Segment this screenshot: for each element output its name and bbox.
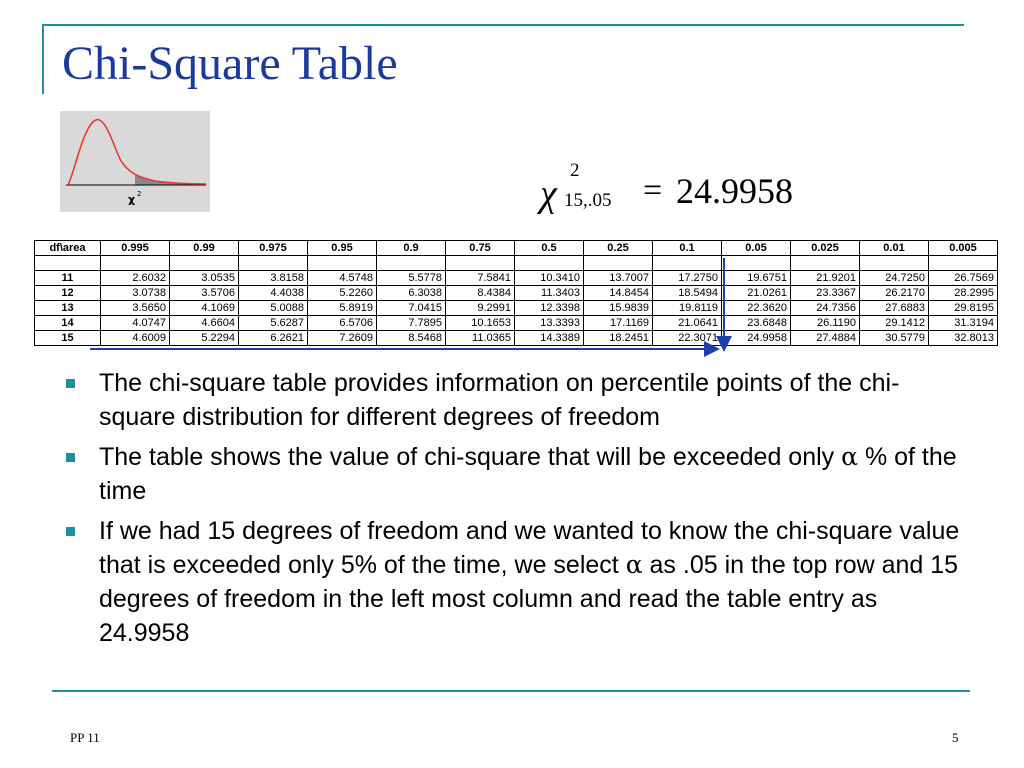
- header-area-cell: 0.025: [791, 241, 860, 256]
- value-cell: 19.8119: [653, 301, 722, 316]
- bullet-square-icon: [66, 527, 75, 536]
- spacer-cell: [722, 256, 791, 271]
- value-cell: 32.8013: [929, 331, 998, 346]
- value-cell: 21.0261: [722, 286, 791, 301]
- left-rule: [42, 24, 44, 94]
- table-row: [35, 316, 998, 331]
- value-cell: 13.3393: [515, 316, 584, 331]
- value-cell: 5.2260: [308, 286, 377, 301]
- bullet-text: If we had 15 degrees of freedom and we wanted to know the chi-square value that is exceeded only 5% of the time, we select: [99, 517, 960, 579]
- table-row: [35, 271, 998, 286]
- chi-square-table: [34, 240, 998, 346]
- formula-chi-symbol: χ: [540, 173, 557, 215]
- slide-title: Chi-Square Table: [62, 37, 398, 90]
- table-header-row: [35, 241, 998, 256]
- value-cell: 5.5778: [377, 271, 446, 286]
- value-cell: 4.0747: [101, 316, 170, 331]
- spacer-cell: [377, 256, 446, 271]
- value-cell: 4.6009: [101, 331, 170, 346]
- thumbnail-chi-sup: 2: [137, 190, 142, 198]
- value-cell: 24.7250: [860, 271, 929, 286]
- value-cell: 29.8195: [929, 301, 998, 316]
- value-cell: 24.9958: [722, 331, 791, 346]
- value-cell: 7.0415: [377, 301, 446, 316]
- spacer-cell: [170, 256, 239, 271]
- spacer-cell: [239, 256, 308, 271]
- table-row: [35, 331, 998, 346]
- value-cell: 11.0365: [446, 331, 515, 346]
- value-cell: 4.5748: [308, 271, 377, 286]
- value-cell: 7.7895: [377, 316, 446, 331]
- value-cell: 2.6032: [101, 271, 170, 286]
- table-row: [35, 286, 998, 301]
- spacer-cell: [653, 256, 722, 271]
- value-cell: 22.3071: [653, 331, 722, 346]
- value-cell: 28.2995: [929, 286, 998, 301]
- value-cell: 3.0535: [170, 271, 239, 286]
- value-cell: 18.5494: [653, 286, 722, 301]
- df-cell: 13: [35, 301, 101, 316]
- chi-square-distribution-image: [60, 111, 210, 212]
- value-cell: 4.1069: [170, 301, 239, 316]
- value-cell: 21.9201: [791, 271, 860, 286]
- bottom-rule: [52, 690, 970, 692]
- value-cell: 10.3410: [515, 271, 584, 286]
- value-cell: 8.5468: [377, 331, 446, 346]
- value-cell: 19.6751: [722, 271, 791, 286]
- df-cell: 15: [35, 331, 101, 346]
- table-row: [35, 301, 998, 316]
- header-area-cell: 0.25: [584, 241, 653, 256]
- value-cell: 4.6604: [170, 316, 239, 331]
- bullet-list: [64, 366, 964, 656]
- table-spacer-row: [35, 256, 998, 271]
- bullet-item: [64, 366, 964, 434]
- value-cell: 7.5841: [446, 271, 515, 286]
- df-cell: 11: [35, 271, 101, 286]
- value-cell: 6.3038: [377, 286, 446, 301]
- value-cell: 12.3398: [515, 301, 584, 316]
- spacer-cell: [584, 256, 653, 271]
- value-cell: 9.2991: [446, 301, 515, 316]
- bullet-text: The table shows the value of chi-square that will be exceeded only: [99, 443, 842, 471]
- alpha-symbol: α: [841, 442, 858, 471]
- spacer-cell: [860, 256, 929, 271]
- bullet-text: The chi-square table provides information on percentile points of the chi-square distribution for different degrees of freedom: [99, 369, 900, 431]
- value-cell: 29.1412: [860, 316, 929, 331]
- value-cell: 27.4884: [791, 331, 860, 346]
- formula-value: 24.9958: [676, 171, 793, 211]
- value-cell: 31.3194: [929, 316, 998, 331]
- spacer-cell: [35, 256, 101, 271]
- value-cell: 26.2170: [860, 286, 929, 301]
- value-cell: 26.7569: [929, 271, 998, 286]
- value-cell: 3.5706: [170, 286, 239, 301]
- value-cell: 15.9839: [584, 301, 653, 316]
- formula-superscript: 2: [570, 160, 580, 181]
- header-area-cell: 0.995: [101, 241, 170, 256]
- value-cell: 13.7007: [584, 271, 653, 286]
- header-area-cell: 0.75: [446, 241, 515, 256]
- value-cell: 18.2451: [584, 331, 653, 346]
- header-df-area: df\area: [35, 241, 101, 256]
- header-area-cell: 0.05: [722, 241, 791, 256]
- page-number: 5: [952, 730, 959, 745]
- value-cell: 6.5706: [308, 316, 377, 331]
- value-cell: 21.0641: [653, 316, 722, 331]
- value-cell: 17.2750: [653, 271, 722, 286]
- value-cell: 17.1169: [584, 316, 653, 331]
- top-rule: [42, 24, 964, 26]
- bullet-item: [64, 514, 964, 650]
- value-cell: 22.3620: [722, 301, 791, 316]
- value-cell: 11.3403: [515, 286, 584, 301]
- df-cell: 14: [35, 316, 101, 331]
- header-area-cell: 0.99: [170, 241, 239, 256]
- value-cell: 27.6883: [860, 301, 929, 316]
- value-cell: 3.8158: [239, 271, 308, 286]
- spacer-cell: [929, 256, 998, 271]
- value-cell: 23.3367: [791, 286, 860, 301]
- header-area-cell: 0.005: [929, 241, 998, 256]
- bullet-item: [64, 440, 964, 508]
- spacer-cell: [791, 256, 860, 271]
- bullet-text: % of the time: [99, 443, 957, 505]
- header-area-cell: 0.01: [860, 241, 929, 256]
- header-area-cell: 0.975: [239, 241, 308, 256]
- value-cell: 30.5779: [860, 331, 929, 346]
- value-cell: 5.2294: [170, 331, 239, 346]
- formula-equals: =: [643, 172, 663, 209]
- alpha-symbol: α: [625, 550, 643, 579]
- value-cell: 14.3389: [515, 331, 584, 346]
- footer-label: PP 11: [70, 730, 100, 745]
- value-cell: 7.2609: [308, 331, 377, 346]
- spacer-cell: [446, 256, 515, 271]
- value-cell: 3.0738: [101, 286, 170, 301]
- bullet-square-icon: [66, 379, 75, 388]
- thumbnail-chi-label: χ: [128, 193, 136, 206]
- value-cell: 23.6848: [722, 316, 791, 331]
- header-area-cell: 0.9: [377, 241, 446, 256]
- value-cell: 24.7356: [791, 301, 860, 316]
- value-cell: 3.5650: [101, 301, 170, 316]
- formula-subscript: 15,.05: [564, 190, 612, 211]
- spacer-cell: [101, 256, 170, 271]
- value-cell: 8.4384: [446, 286, 515, 301]
- value-cell: 10.1653: [446, 316, 515, 331]
- value-cell: 5.0088: [239, 301, 308, 316]
- value-cell: 4.4038: [239, 286, 308, 301]
- bullet-square-icon: [66, 453, 75, 462]
- df-cell: 12: [35, 286, 101, 301]
- value-cell: 5.6287: [239, 316, 308, 331]
- value-cell: 14.8454: [584, 286, 653, 301]
- header-area-cell: 0.95: [308, 241, 377, 256]
- header-area-cell: 0.5: [515, 241, 584, 256]
- spacer-cell: [515, 256, 584, 271]
- bullet-text: as .05 in the top row and 15 degrees of freedom in the left most column and read the table entry as 24.9958: [99, 551, 959, 647]
- value-cell: 26.1190: [791, 316, 860, 331]
- value-cell: 5.8919: [308, 301, 377, 316]
- header-area-cell: 0.1: [653, 241, 722, 256]
- spacer-cell: [308, 256, 377, 271]
- value-cell: 6.2621: [239, 331, 308, 346]
